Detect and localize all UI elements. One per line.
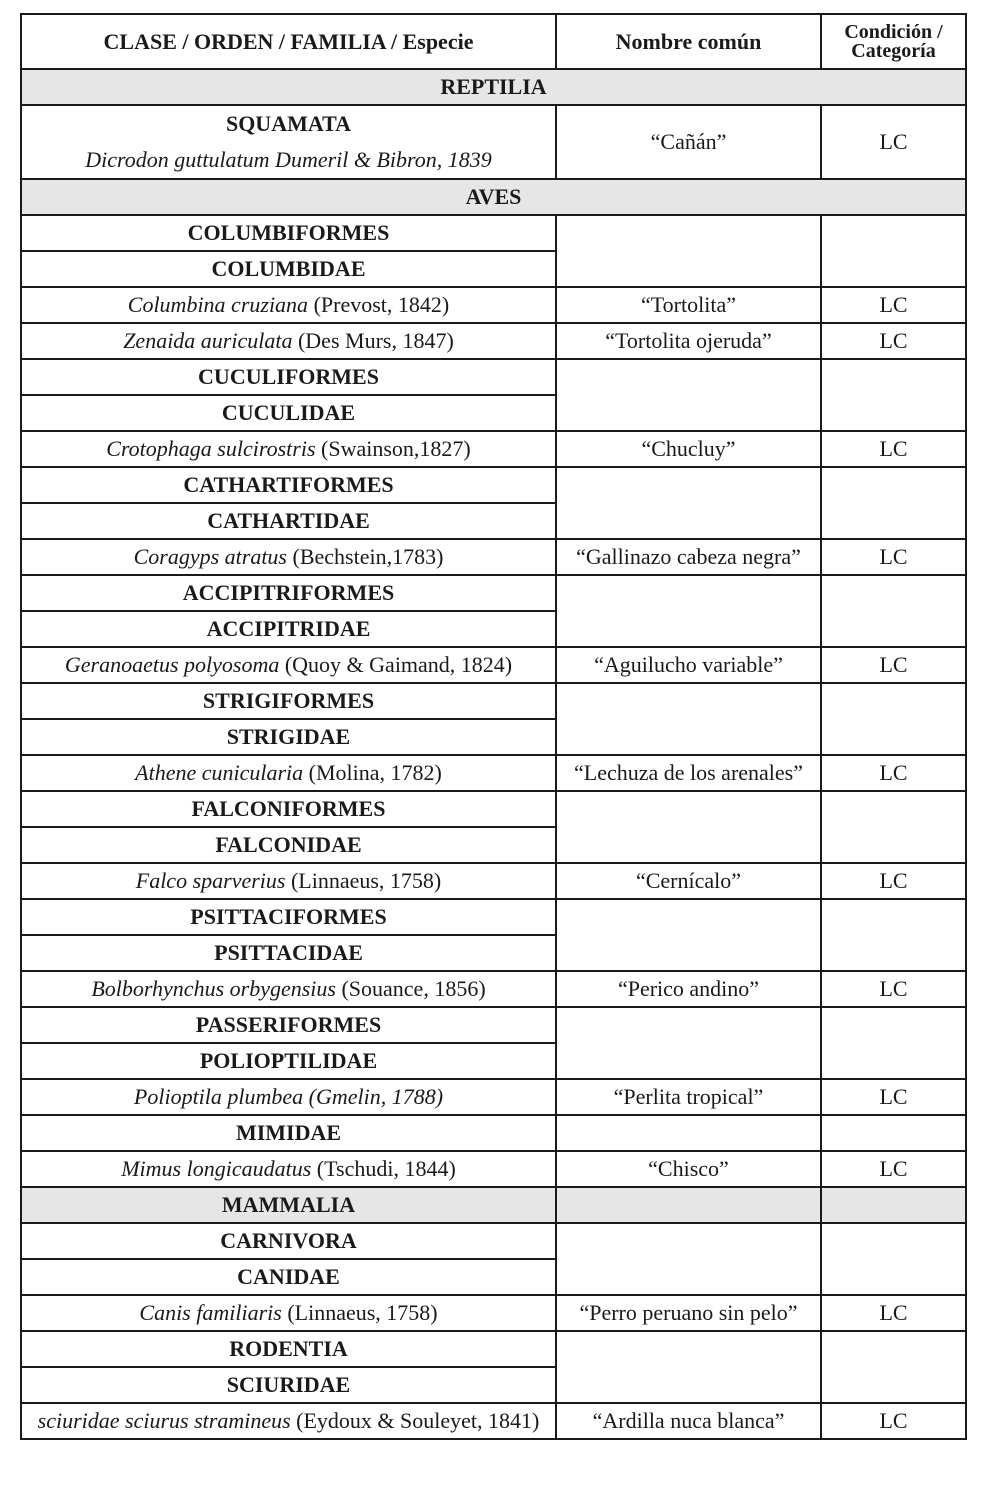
- species-author: (Souance, 1856): [335, 976, 486, 1002]
- common-name: “Chisco”: [556, 1151, 821, 1187]
- empty-cell: [556, 1223, 821, 1295]
- family-label: CANIDAE: [21, 1259, 556, 1295]
- order-label: PSITTACIFORMES: [21, 899, 556, 935]
- family-label: COLUMBIDAE: [21, 251, 556, 287]
- species-row: [21, 1079, 966, 1115]
- species-row: [21, 431, 966, 467]
- family-label: PSITTACIDAE: [21, 935, 556, 971]
- species-author: (Linnaeus, 1758): [285, 868, 442, 894]
- species-italic: Coragyps atratus: [133, 544, 287, 570]
- class-label: MAMMALIA: [21, 1187, 556, 1223]
- common-name: “Lechuza de los arenales”: [556, 755, 821, 791]
- species-italic: Geranoaetus polyosoma: [64, 652, 280, 678]
- common-name: “Gallinazo cabeza negra”: [556, 539, 821, 575]
- class-row-reptilia: [21, 69, 966, 105]
- family-label: STRIGIDAE: [21, 719, 556, 755]
- species-author: (Bechstein,1783): [287, 544, 444, 570]
- species-row: [21, 971, 966, 1007]
- empty-cell: [556, 575, 821, 647]
- header-status: Condición / Categoría: [821, 14, 966, 69]
- species-name: [21, 431, 556, 467]
- species-name: [21, 1295, 556, 1331]
- species-author: (Prevost, 1842): [308, 292, 450, 318]
- species-row: [21, 863, 966, 899]
- species-author: (Swainson,1827): [315, 436, 471, 462]
- species-name: [21, 1151, 556, 1187]
- species-author: (Eydoux & Souleyet, 1841): [290, 1408, 540, 1434]
- common-name: “Aguilucho variable”: [556, 647, 821, 683]
- status-value: LC: [821, 863, 966, 899]
- species-row: [21, 755, 966, 791]
- species-name: [21, 539, 556, 575]
- order-label: CATHARTIFORMES: [21, 467, 556, 503]
- family-label: CUCULIDAE: [21, 395, 556, 431]
- species-row: [21, 1295, 966, 1331]
- status-value: LC: [821, 1403, 966, 1439]
- empty-cell: [821, 575, 966, 647]
- status-value: LC: [821, 431, 966, 467]
- order-row: [21, 467, 966, 503]
- species-row: [21, 539, 966, 575]
- common-name: “Tortolita ojeruda”: [556, 323, 821, 359]
- empty-cell: [821, 215, 966, 287]
- empty-cell: [821, 791, 966, 863]
- status-value: LC: [821, 755, 966, 791]
- family-label: CATHARTIDAE: [21, 503, 556, 539]
- class-row-aves: [21, 179, 966, 215]
- species-italic: sciuridae sciurus stramineus: [37, 1408, 291, 1434]
- common-name: “Perlita tropical”: [556, 1079, 821, 1115]
- family-row: [21, 1115, 966, 1151]
- species-row: [21, 287, 966, 323]
- species-name: [21, 287, 556, 323]
- status-value: LC: [821, 105, 966, 179]
- empty-cell: [821, 359, 966, 431]
- species-italic: Columbina cruziana: [127, 292, 309, 318]
- empty-cell: [556, 1115, 821, 1151]
- order-row: [21, 683, 966, 719]
- species-author: (Quoy & Gaimand, 1824): [279, 652, 513, 678]
- empty-cell: [556, 899, 821, 971]
- species-row: [21, 1151, 966, 1187]
- empty-cell: [556, 683, 821, 755]
- empty-cell: [821, 1187, 966, 1223]
- species-table-container: [20, 13, 967, 1440]
- order-label: CARNIVORA: [21, 1223, 556, 1259]
- species-row: [21, 323, 966, 359]
- empty-cell: [556, 467, 821, 539]
- class-label: AVES: [21, 179, 966, 215]
- species-name: [21, 755, 556, 791]
- order-label: COLUMBIFORMES: [21, 215, 556, 251]
- species-author: (Molina, 1782): [303, 760, 442, 786]
- common-name: “Ardilla nuca blanca”: [556, 1403, 821, 1439]
- order-row: [21, 1331, 966, 1367]
- order-row: [21, 1007, 966, 1043]
- common-name: “Perro peruano sin pelo”: [556, 1295, 821, 1331]
- species-name: Polioptila plumbea (Gmelin, 1788): [21, 1079, 556, 1115]
- order-label: ACCIPITRIFORMES: [21, 575, 556, 611]
- header-common-name: Nombre común: [556, 14, 821, 69]
- species-italic: Bolborhynchus orbygensius: [91, 976, 336, 1002]
- species-italic: Falco sparverius: [135, 868, 286, 894]
- empty-cell: [556, 791, 821, 863]
- empty-cell: [556, 359, 821, 431]
- class-label: REPTILIA: [21, 69, 966, 105]
- family-label: MIMIDAE: [21, 1115, 556, 1151]
- status-value: LC: [821, 1295, 966, 1331]
- order-species-cell: [21, 105, 556, 179]
- order-label: CUCULIFORMES: [21, 359, 556, 395]
- empty-cell: [556, 215, 821, 287]
- species-italic: Zenaida auriculata: [123, 328, 293, 354]
- empty-cell: [821, 899, 966, 971]
- header-taxonomy: CLASE / ORDEN / FAMILIA / Especie: [21, 14, 556, 69]
- order-label: PASSERIFORMES: [21, 1007, 556, 1043]
- order-row: [21, 359, 966, 395]
- status-value: LC: [821, 647, 966, 683]
- empty-cell: [556, 1331, 821, 1403]
- order-label: RODENTIA: [21, 1331, 556, 1367]
- order-row: [21, 1223, 966, 1259]
- order-label: FALCONIFORMES: [21, 791, 556, 827]
- family-label: POLIOPTILIDAE: [21, 1043, 556, 1079]
- species-italic: Canis familiaris: [139, 1300, 282, 1326]
- status-value: LC: [821, 539, 966, 575]
- order-row: [21, 575, 966, 611]
- species-name: [21, 323, 556, 359]
- order-label: SQUAMATA: [225, 111, 352, 136]
- status-value: LC: [821, 323, 966, 359]
- species-table: [20, 13, 967, 1440]
- species-author: (Des Murs, 1847): [292, 328, 454, 354]
- empty-cell: [821, 683, 966, 755]
- common-name: “Perico andino”: [556, 971, 821, 1007]
- order-label: STRIGIFORMES: [21, 683, 556, 719]
- empty-cell: [821, 467, 966, 539]
- species-italic: Crotophaga sulcirostris: [106, 436, 316, 462]
- species-author: (Linnaeus, 1758): [281, 1300, 438, 1326]
- empty-cell: [821, 1331, 966, 1403]
- status-value: LC: [821, 1079, 966, 1115]
- species-italic: Athene cunicularia: [135, 760, 304, 786]
- common-name: “Chucluy”: [556, 431, 821, 467]
- species-italic: Mimus longicaudatus: [121, 1156, 312, 1182]
- empty-cell: [821, 1223, 966, 1295]
- family-label: SCIURIDAE: [21, 1367, 556, 1403]
- species-name: [21, 971, 556, 1007]
- empty-cell: [556, 1007, 821, 1079]
- empty-cell: [821, 1007, 966, 1079]
- species-row: [21, 105, 966, 179]
- species-row: [21, 1403, 966, 1439]
- status-value: LC: [821, 971, 966, 1007]
- family-label: ACCIPITRIDAE: [21, 611, 556, 647]
- status-value: LC: [821, 1151, 966, 1187]
- species-name: [21, 1403, 556, 1439]
- order-row: [21, 899, 966, 935]
- species-name: Dicrodon guttulatum Dumeril & Bibron, 1839: [85, 147, 492, 172]
- common-name: “Tortolita”: [556, 287, 821, 323]
- empty-cell: [821, 1115, 966, 1151]
- common-name: “Cañán”: [556, 105, 821, 179]
- class-row-mammalia: [21, 1187, 966, 1223]
- species-name: [21, 647, 556, 683]
- order-row: [21, 791, 966, 827]
- order-row: [21, 215, 966, 251]
- empty-cell: [556, 1187, 821, 1223]
- header-row: [21, 14, 966, 69]
- species-row: [21, 647, 966, 683]
- species-name: [21, 863, 556, 899]
- common-name: “Cernícalo”: [556, 863, 821, 899]
- family-label: FALCONIDAE: [21, 827, 556, 863]
- status-value: LC: [821, 287, 966, 323]
- species-author: (Tschudi, 1844): [311, 1156, 456, 1182]
